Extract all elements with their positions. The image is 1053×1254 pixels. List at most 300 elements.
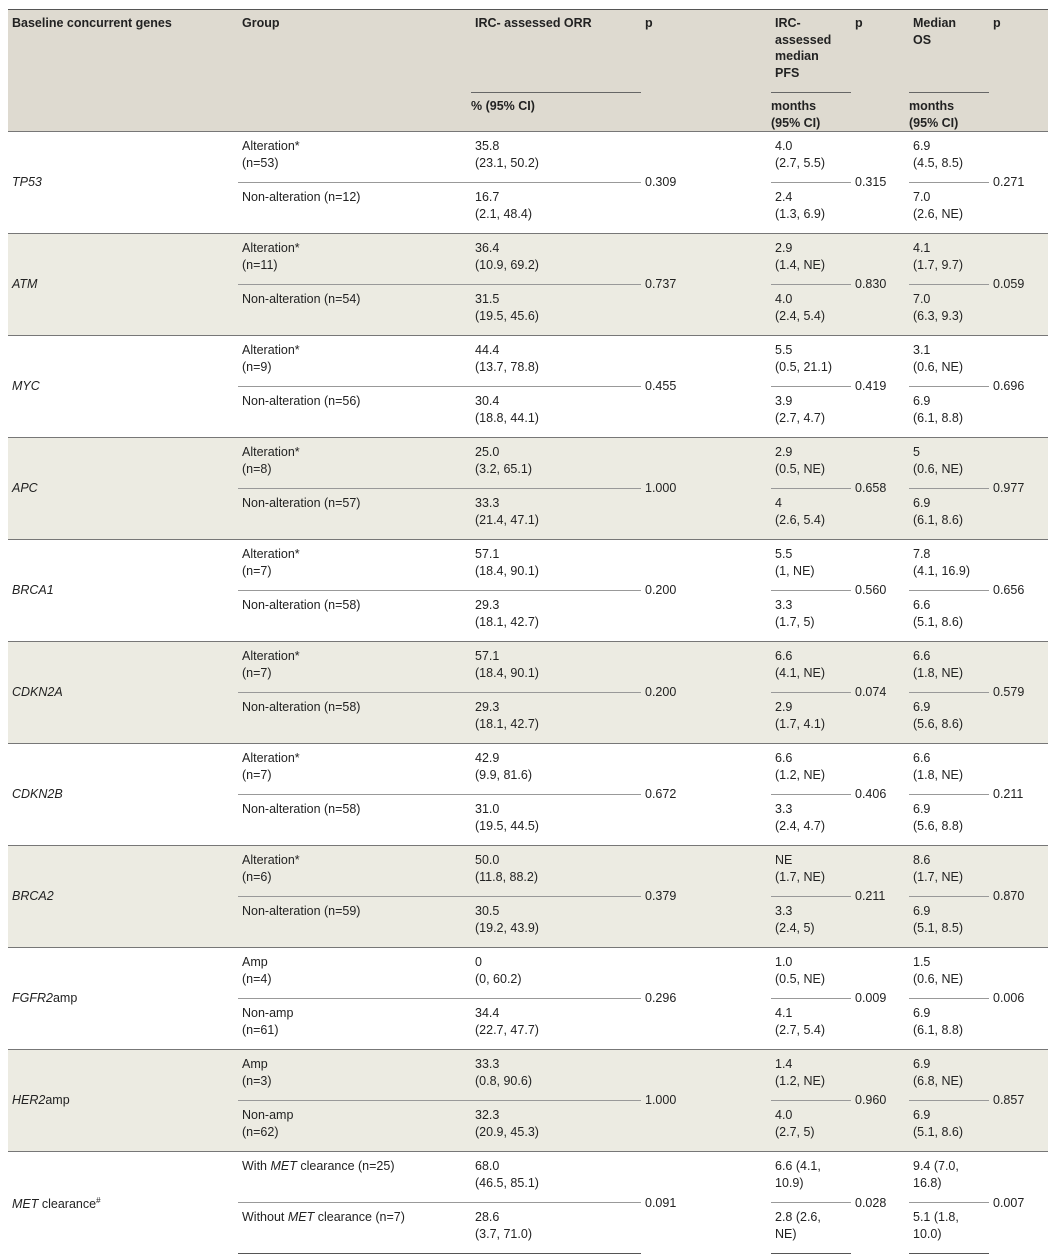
cell-line: 6.9	[913, 802, 931, 816]
results-table	[8, 9, 1048, 1254]
header-group: Group	[242, 16, 280, 30]
group-label	[238, 795, 471, 846]
header-pfs: IRC- assessed median PFS	[775, 16, 832, 80]
orr-value	[471, 948, 641, 999]
table-row	[8, 642, 1048, 693]
cell-line: 4.0	[775, 139, 793, 153]
orr-value	[471, 693, 641, 744]
table-row	[8, 132, 1048, 183]
gene-name	[8, 132, 238, 234]
orr-value	[471, 234, 641, 285]
orr-value	[471, 540, 641, 591]
cell-line: (2.7, 5.5)	[775, 155, 826, 170]
cell-line: 6.6 (4.1,	[775, 1159, 821, 1173]
cell-line: Amp	[242, 955, 268, 969]
gene-name	[8, 336, 238, 438]
pfs-value	[771, 1152, 851, 1203]
cell-line: Alteration*	[242, 241, 300, 255]
p-orr: 0.091	[641, 1152, 771, 1254]
cell-line: (2.4, 5)	[775, 920, 815, 935]
cell-line: (3.7, 71.0)	[475, 1226, 532, 1241]
cell-line: (1.8, NE)	[913, 665, 964, 680]
cell-line: (1.4, NE)	[775, 257, 826, 272]
cell-line: 7.0	[913, 292, 931, 306]
p-pfs: 0.960	[851, 1050, 909, 1152]
group-label	[238, 897, 471, 948]
gene-suffix: amp	[52, 991, 78, 1006]
cell-line: Alteration*	[242, 343, 300, 357]
gene-symbol: FGFR2	[12, 991, 53, 1006]
orr-value	[471, 1152, 641, 1203]
header-p-os: p	[993, 16, 1001, 30]
cell-line: 3.3	[775, 904, 793, 918]
cell-line: 9.4 (7.0,	[913, 1159, 959, 1173]
cell-line: (19.5, 45.6)	[475, 308, 539, 323]
cell-line: (18.1, 42.7)	[475, 716, 539, 731]
orr-value	[471, 897, 641, 948]
gene-suffix: amp	[45, 1093, 70, 1108]
cell-line: (5.1, 8.6)	[913, 1124, 964, 1139]
cell-line: 16.7	[475, 190, 500, 204]
cell-line: 28.6	[475, 1210, 500, 1224]
cell-line: (22.7, 47.7)	[475, 1022, 539, 1037]
p-orr: 0.379	[641, 846, 771, 948]
cell-line: 16.8)	[913, 1175, 942, 1190]
pfs-value	[771, 285, 851, 336]
orr-value	[471, 132, 641, 183]
pfs-value	[771, 1101, 851, 1152]
cell-line: (1.2, NE)	[775, 1073, 826, 1088]
cell-line: 50.0	[475, 853, 500, 867]
cell-line: (2.6, NE)	[913, 206, 964, 221]
p-pfs: 0.419	[851, 336, 909, 438]
cell-line: (2.6, 5.4)	[775, 512, 826, 527]
cell-line: Non-amp	[242, 1108, 294, 1122]
cell-line: 6.9	[913, 700, 931, 714]
cell-line: 2.9	[775, 241, 793, 255]
cell-line: 6.9	[913, 394, 931, 408]
cell-line: 5.1 (1.8,	[913, 1210, 959, 1224]
cell-line: 3.9	[775, 394, 793, 408]
pfs-value	[771, 999, 851, 1050]
pfs-value	[771, 1050, 851, 1101]
cell-line: 35.8	[475, 139, 500, 153]
p-os: 0.870	[989, 846, 1048, 948]
cell-line: 2.9	[775, 700, 793, 714]
header-genes: Baseline concurrent genes	[12, 16, 172, 30]
gene-suffix: clearance	[38, 1197, 97, 1212]
cell-line: 6.9	[913, 496, 931, 510]
cell-line: Alteration*	[242, 547, 300, 561]
gene-symbol: APC	[12, 481, 38, 496]
group-label	[238, 387, 471, 438]
cell-line: 36.4	[475, 241, 500, 255]
p-orr: 0.200	[641, 540, 771, 642]
table-row	[8, 948, 1048, 999]
cell-line: (46.5, 85.1)	[475, 1175, 539, 1190]
cell-line: (2.7, 5)	[775, 1124, 815, 1139]
group-label	[238, 1050, 471, 1101]
p-orr: 0.296	[641, 948, 771, 1050]
group-label	[238, 234, 471, 285]
p-pfs: 0.315	[851, 132, 909, 234]
group-label	[238, 948, 471, 999]
group-label	[238, 744, 471, 795]
orr-value	[471, 183, 641, 234]
cell-line: 57.1	[475, 547, 500, 561]
gene-name	[8, 1152, 238, 1254]
cell-line: (4.1, 16.9)	[913, 563, 970, 578]
pfs-value	[771, 693, 851, 744]
group-label	[238, 642, 471, 693]
p-pfs: 0.009	[851, 948, 909, 1050]
cell-line: 31.0	[475, 802, 500, 816]
cell-line: Alteration*	[242, 853, 300, 867]
os-value	[909, 540, 989, 591]
pfs-value	[771, 183, 851, 234]
cell-line: Non-alteration (n=58)	[242, 802, 361, 816]
cell-line: 6.6	[913, 751, 931, 765]
group-label	[238, 183, 471, 234]
cell-line: 6.9	[913, 1108, 931, 1122]
gene-name	[8, 438, 238, 540]
os-value	[909, 489, 989, 540]
pfs-value	[771, 744, 851, 795]
os-value	[909, 948, 989, 999]
cell-line: (23.1, 50.2)	[475, 155, 539, 170]
cell-line: (2.4, 4.7)	[775, 818, 826, 833]
os-value	[909, 795, 989, 846]
gene-symbol: ATM	[12, 277, 38, 292]
group-label	[238, 591, 471, 642]
pfs-value	[771, 591, 851, 642]
gene-symbol: BRCA2	[12, 889, 54, 904]
cell-line: 4.0	[775, 292, 793, 306]
cell-line: (2.4, 5.4)	[775, 308, 826, 323]
header-orr-unit: % (95% CI)	[471, 92, 641, 115]
group-label	[238, 693, 471, 744]
table-row	[8, 744, 1048, 795]
cell-line: 6.9	[913, 139, 931, 153]
os-value	[909, 591, 989, 642]
cell-line: (2.7, 4.7)	[775, 410, 826, 425]
os-value	[909, 234, 989, 285]
cell-line: Non-alteration (n=59)	[242, 904, 361, 918]
pfs-value	[771, 234, 851, 285]
table-row	[8, 336, 1048, 387]
table-row	[8, 234, 1048, 285]
p-os: 0.007	[989, 1152, 1048, 1254]
gene-symbol: MET	[12, 1197, 39, 1212]
met-italic: MET	[270, 1159, 297, 1173]
cell-line: (1.7, 9.7)	[913, 257, 964, 272]
header-pfs-unit: months (95% CI)	[771, 92, 851, 131]
orr-value	[471, 489, 641, 540]
p-os: 0.656	[989, 540, 1048, 642]
cell-line: Non-alteration (n=56)	[242, 394, 361, 408]
cell-line: (1.3, 6.9)	[775, 206, 826, 221]
table-row	[8, 1050, 1048, 1101]
cell-line: 10.9)	[775, 1175, 804, 1190]
p-os: 0.696	[989, 336, 1048, 438]
os-value	[909, 897, 989, 948]
cell-line: 68.0	[475, 1159, 500, 1173]
cell-line: (20.9, 45.3)	[475, 1124, 539, 1139]
cell-line: 29.3	[475, 700, 500, 714]
orr-value	[471, 744, 641, 795]
cell-line: (6.1, 8.8)	[913, 1022, 964, 1037]
header-os-unit: months (95% CI)	[909, 92, 989, 131]
group-label: With MET clearance (n=25)	[238, 1152, 471, 1203]
cell-line: (6.3, 9.3)	[913, 308, 964, 323]
cell-line: 3.1	[913, 343, 931, 357]
pfs-value	[771, 795, 851, 846]
gene-symbol: HER2	[12, 1093, 46, 1108]
gene-name	[8, 744, 238, 846]
cell-line: (1.2, NE)	[775, 767, 826, 782]
cell-line: 6.6	[913, 649, 931, 663]
cell-line: 1.4	[775, 1057, 793, 1071]
cell-line: (n=7)	[242, 563, 272, 578]
cell-line: 6.6	[913, 598, 931, 612]
os-value	[909, 642, 989, 693]
cell-line: (n=8)	[242, 461, 272, 476]
orr-value	[471, 1050, 641, 1101]
p-orr: 1.000	[641, 438, 771, 540]
cell-line: 4.1	[913, 241, 931, 255]
cell-line: 7.0	[913, 190, 931, 204]
gene-symbol: CDKN2A	[12, 685, 63, 700]
cell-line: 0	[475, 955, 482, 969]
header-os: Median OS	[913, 16, 957, 47]
table-row	[8, 1152, 1048, 1203]
cell-line: (n=7)	[242, 767, 272, 782]
p-pfs: 0.830	[851, 234, 909, 336]
os-value	[909, 387, 989, 438]
os-value	[909, 744, 989, 795]
p-os: 0.211	[989, 744, 1048, 846]
cell-line: 44.4	[475, 343, 500, 357]
cell-line: (0.6, NE)	[913, 359, 964, 374]
cell-line: (2.1, 48.4)	[475, 206, 532, 221]
p-orr: 1.000	[641, 1050, 771, 1152]
cell-line: 31.5	[475, 292, 500, 306]
os-value	[909, 336, 989, 387]
cell-line: (4.5, 8.5)	[913, 155, 964, 170]
cell-line: (1.7, 4.1)	[775, 716, 826, 731]
group-label	[238, 132, 471, 183]
os-value	[909, 132, 989, 183]
cell-line: (1.8, NE)	[913, 767, 964, 782]
group-label	[238, 999, 471, 1050]
cell-line: (1.7, NE)	[775, 869, 826, 884]
cell-line: (19.5, 44.5)	[475, 818, 539, 833]
cell-line: (18.8, 44.1)	[475, 410, 539, 425]
os-value	[909, 1101, 989, 1152]
group-label: Without MET clearance (n=7)	[238, 1203, 471, 1254]
os-value	[909, 1203, 989, 1254]
cell-line: (5.1, 8.6)	[913, 614, 964, 629]
cell-line: 4	[775, 496, 782, 510]
cell-line: Alteration*	[242, 139, 300, 153]
cell-line: (6.8, NE)	[913, 1073, 964, 1088]
table-body	[8, 132, 1048, 1254]
cell-line: 33.3	[475, 496, 500, 510]
cell-line: (19.2, 43.9)	[475, 920, 539, 935]
gene-name	[8, 846, 238, 948]
cell-line: (18.4, 90.1)	[475, 665, 539, 680]
pfs-value	[771, 387, 851, 438]
cell-line: NE)	[775, 1226, 797, 1241]
p-os: 0.579	[989, 642, 1048, 744]
group-label	[238, 285, 471, 336]
cell-line: (10.9, 69.2)	[475, 257, 539, 272]
cell-line: (0.5, NE)	[775, 971, 826, 986]
cell-line: (0.6, NE)	[913, 971, 964, 986]
os-value	[909, 999, 989, 1050]
pfs-value	[771, 132, 851, 183]
cell-line: (9.9, 81.6)	[475, 767, 532, 782]
gene-symbol: CDKN2B	[12, 787, 63, 802]
cell-line: 10.0)	[913, 1226, 942, 1241]
p-pfs: 0.211	[851, 846, 909, 948]
gene-name	[8, 1050, 238, 1152]
cell-line: 2.4	[775, 190, 793, 204]
cell-line: NE	[775, 853, 793, 867]
cell-line: (5.1, 8.5)	[913, 920, 964, 935]
orr-value	[471, 642, 641, 693]
group-label	[238, 1101, 471, 1152]
cell-line: (4.1, NE)	[775, 665, 826, 680]
gene-symbol: BRCA1	[12, 583, 54, 598]
cell-line: (0.8, 90.6)	[475, 1073, 532, 1088]
cell-line: Amp	[242, 1057, 268, 1071]
cell-line: (1.7, NE)	[913, 869, 964, 884]
cell-line: 5	[913, 445, 920, 459]
cell-line: 4.1	[775, 1006, 793, 1020]
os-value	[909, 183, 989, 234]
header-p-orr: p	[645, 16, 653, 30]
orr-value	[471, 438, 641, 489]
cell-line: Non-alteration (n=58)	[242, 700, 361, 714]
orr-value	[471, 1203, 641, 1254]
cell-line: 5.5	[775, 547, 793, 561]
p-os: 0.271	[989, 132, 1048, 234]
group-label	[238, 336, 471, 387]
cell-line: Non-alteration (n=54)	[242, 292, 361, 306]
cell-line: (n=53)	[242, 155, 279, 170]
group-label	[238, 489, 471, 540]
cell-line: Non-alteration (n=57)	[242, 496, 361, 510]
pfs-value	[771, 438, 851, 489]
cell-line: (0, 60.2)	[475, 971, 522, 986]
cell-line: (n=9)	[242, 359, 272, 374]
cell-line: 6.6	[775, 751, 793, 765]
cell-line: (1.7, 5)	[775, 614, 815, 629]
orr-value	[471, 795, 641, 846]
cell-line: Non-alteration (n=12)	[242, 190, 361, 204]
cell-line: 42.9	[475, 751, 500, 765]
group-label	[238, 846, 471, 897]
cell-line: Alteration*	[242, 445, 300, 459]
os-value	[909, 846, 989, 897]
cell-line: (6.1, 8.8)	[913, 410, 964, 425]
os-value	[909, 1152, 989, 1203]
p-orr: 0.309	[641, 132, 771, 234]
cell-line: 33.3	[475, 1057, 500, 1071]
footnote-mark: #	[96, 1195, 101, 1205]
cell-line: (n=3)	[242, 1073, 272, 1088]
cell-line: 8.6	[913, 853, 931, 867]
group-label	[238, 438, 471, 489]
p-pfs: 0.658	[851, 438, 909, 540]
cell-line: 2.9	[775, 445, 793, 459]
cell-line: (0.6, NE)	[913, 461, 964, 476]
os-value	[909, 285, 989, 336]
p-pfs: 0.074	[851, 642, 909, 744]
cell-line: 32.3	[475, 1108, 500, 1122]
p-os: 0.857	[989, 1050, 1048, 1152]
header-row	[8, 10, 1048, 93]
gene-name	[8, 948, 238, 1050]
cell-line: (n=61)	[242, 1022, 279, 1037]
cell-line: (18.1, 42.7)	[475, 614, 539, 629]
cell-line: (18.4, 90.1)	[475, 563, 539, 578]
header-orr: IRC- assessed ORR	[475, 16, 592, 30]
cell-line: Non-amp	[242, 1006, 294, 1020]
os-value	[909, 438, 989, 489]
cell-line: 2.8 (2.6,	[775, 1210, 821, 1224]
cell-line: (n=11)	[242, 257, 278, 272]
cell-line: (0.5, 21.1)	[775, 359, 832, 374]
cell-line: 6.9	[913, 1057, 931, 1071]
cell-line: (1, NE)	[775, 563, 815, 578]
met-italic: MET	[287, 1210, 315, 1224]
pfs-value	[771, 336, 851, 387]
cell-line: (11.8, 88.2)	[475, 869, 539, 884]
cell-line: 30.5	[475, 904, 500, 918]
cell-line: (21.4, 47.1)	[475, 512, 539, 527]
cell-line: (6.1, 8.6)	[913, 512, 964, 527]
cell-line: 6.9	[913, 904, 931, 918]
cell-line: (0.5, NE)	[775, 461, 826, 476]
os-value	[909, 693, 989, 744]
cell-line: (n=62)	[242, 1124, 279, 1139]
pfs-value	[771, 642, 851, 693]
cell-line: 57.1	[475, 649, 500, 663]
orr-value	[471, 336, 641, 387]
p-os: 0.006	[989, 948, 1048, 1050]
cell-line: (5.6, 8.6)	[913, 716, 964, 731]
gene-name	[8, 234, 238, 336]
gene-name	[8, 642, 238, 744]
p-orr: 0.455	[641, 336, 771, 438]
pfs-value	[771, 897, 851, 948]
p-pfs: 0.028	[851, 1152, 909, 1254]
cell-line: 1.0	[775, 955, 793, 969]
os-value	[909, 1050, 989, 1101]
cell-line: 29.3	[475, 598, 500, 612]
cell-line: (3.2, 65.1)	[475, 461, 532, 476]
pfs-value	[771, 1203, 851, 1254]
cell-line: 3.3	[775, 802, 793, 816]
group-label	[238, 540, 471, 591]
cell-line: (n=7)	[242, 665, 272, 680]
pfs-value	[771, 846, 851, 897]
cell-line: 4.0	[775, 1108, 793, 1122]
cell-line: 30.4	[475, 394, 500, 408]
orr-value	[471, 999, 641, 1050]
